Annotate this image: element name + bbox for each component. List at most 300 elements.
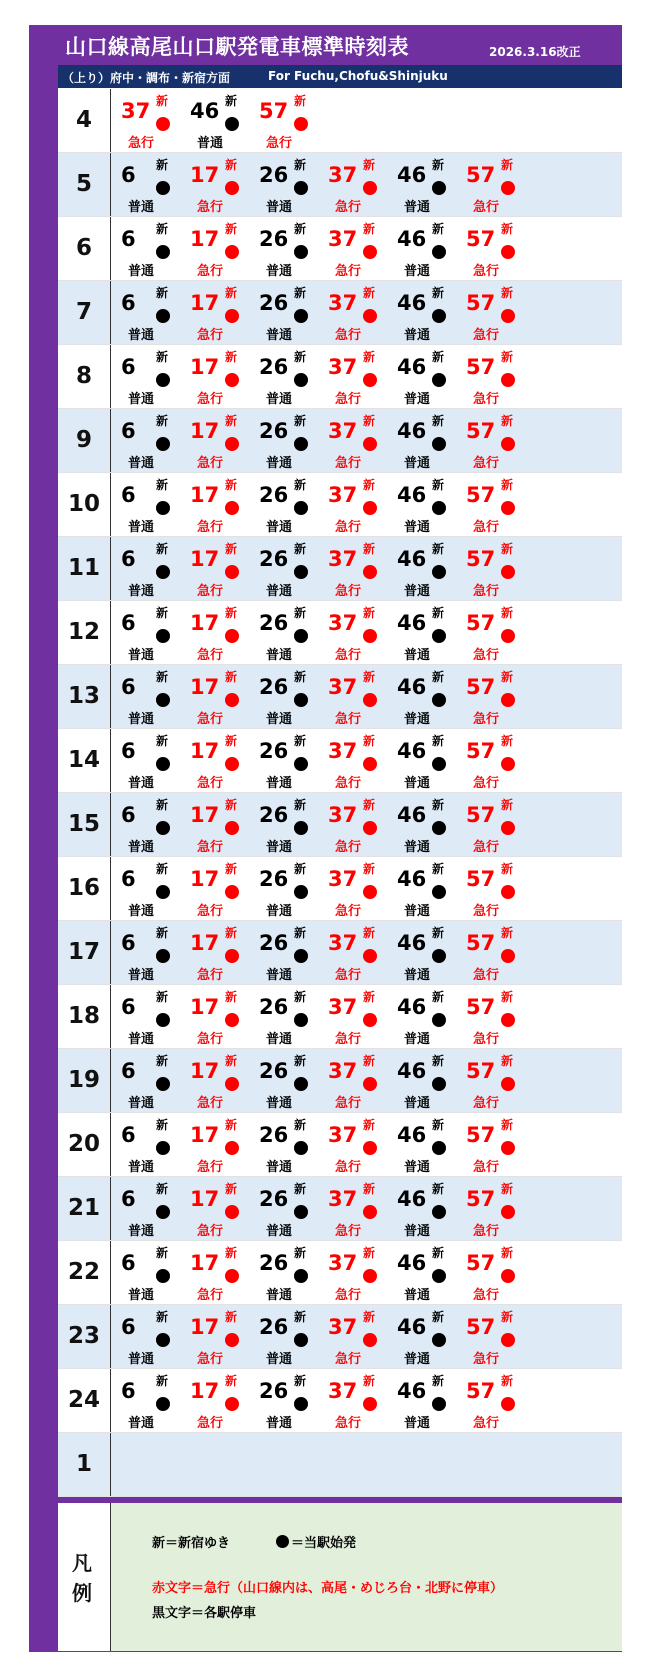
train-type: 普通 bbox=[266, 1288, 293, 1303]
shinjuku-mark: 新 bbox=[501, 414, 514, 428]
shinjuku-mark: 新 bbox=[363, 542, 376, 556]
train-type: 普通 bbox=[266, 264, 293, 279]
origin-dot-icon bbox=[501, 1269, 515, 1283]
revision-date: 2026.3.16改正 bbox=[489, 45, 581, 59]
shinjuku-mark: 新 bbox=[363, 1374, 376, 1388]
departures bbox=[111, 1113, 622, 1176]
hour-row bbox=[58, 665, 622, 729]
shinjuku-mark: 新 bbox=[225, 1118, 238, 1132]
departure-minute: 17 bbox=[190, 1379, 220, 1403]
departure-minute: 17 bbox=[190, 163, 220, 187]
departure-minute: 46 bbox=[397, 1059, 427, 1083]
departure-minute: 6 bbox=[121, 547, 136, 571]
departures bbox=[111, 89, 622, 152]
shinjuku-mark: 新 bbox=[501, 478, 514, 492]
departure-minute: 26 bbox=[259, 1315, 289, 1339]
origin-dot-icon bbox=[432, 949, 446, 963]
shinjuku-mark: 新 bbox=[156, 286, 169, 300]
train-type: 急行 bbox=[473, 1352, 500, 1367]
departure-minute: 57 bbox=[466, 931, 496, 955]
departure-minute: 46 bbox=[397, 803, 427, 827]
departure-express bbox=[180, 665, 252, 728]
train-type: 普通 bbox=[128, 840, 155, 855]
departure-express bbox=[456, 537, 528, 600]
origin-dot-icon bbox=[501, 565, 515, 579]
train-type: 普通 bbox=[404, 328, 431, 343]
origin-dot-icon bbox=[363, 565, 377, 579]
shinjuku-mark: 新 bbox=[225, 286, 238, 300]
train-type: 普通 bbox=[404, 1096, 431, 1111]
departure-minute: 37 bbox=[328, 483, 358, 507]
origin-dot-icon bbox=[156, 565, 170, 579]
origin-dot-icon bbox=[294, 245, 308, 259]
origin-dot-icon bbox=[225, 949, 239, 963]
train-type: 急行 bbox=[197, 520, 224, 535]
departure-express bbox=[180, 153, 252, 216]
origin-dot-icon bbox=[156, 309, 170, 323]
train-type: 急行 bbox=[335, 648, 362, 663]
origin-dot-icon bbox=[432, 693, 446, 707]
departure-local bbox=[249, 793, 321, 856]
origin-dot-icon bbox=[363, 1141, 377, 1155]
departure-express bbox=[318, 793, 390, 856]
origin-dot-icon bbox=[294, 1333, 308, 1347]
origin-dot-icon bbox=[156, 245, 170, 259]
departure-minute: 57 bbox=[466, 355, 496, 379]
train-type: 普通 bbox=[128, 392, 155, 407]
departure-express bbox=[180, 345, 252, 408]
departure-minute: 46 bbox=[397, 355, 427, 379]
departure-express bbox=[180, 793, 252, 856]
departure-minute: 17 bbox=[190, 1315, 220, 1339]
train-type: 急行 bbox=[473, 520, 500, 535]
departure-local bbox=[249, 729, 321, 792]
hour-row bbox=[58, 985, 622, 1049]
origin-dot-icon bbox=[432, 757, 446, 771]
hour-row bbox=[58, 793, 622, 857]
legend-dot-mark bbox=[276, 1532, 356, 1551]
legend-red-text: 赤文字＝急行（山口線内は、高尾・めじろ台・北野に停車） bbox=[152, 1581, 504, 1596]
departure-minute: 6 bbox=[121, 163, 136, 187]
departure-express bbox=[456, 473, 528, 536]
shinjuku-mark: 新 bbox=[225, 862, 238, 876]
departure-express bbox=[456, 217, 528, 280]
shinjuku-mark: 新 bbox=[156, 222, 169, 236]
departure-express bbox=[456, 921, 528, 984]
train-type: 急行 bbox=[473, 264, 500, 279]
train-type: 急行 bbox=[197, 1224, 224, 1239]
shinjuku-mark: 新 bbox=[156, 94, 169, 108]
departure-minute: 26 bbox=[259, 1187, 289, 1211]
train-type: 急行 bbox=[473, 392, 500, 407]
origin-dot-icon bbox=[294, 373, 308, 387]
departures bbox=[111, 665, 622, 728]
origin-dot-icon bbox=[294, 693, 308, 707]
shinjuku-mark: 新 bbox=[432, 542, 445, 556]
departure-express bbox=[180, 1241, 252, 1304]
hour-label: 4 bbox=[58, 89, 111, 152]
timetable-grid bbox=[58, 89, 622, 1497]
origin-dot-icon bbox=[501, 629, 515, 643]
legend-new-mark: 新＝新宿ゆき bbox=[152, 1536, 231, 1551]
departure-minute: 17 bbox=[190, 227, 220, 251]
shinjuku-mark: 新 bbox=[432, 286, 445, 300]
origin-dot-icon bbox=[432, 309, 446, 323]
legend bbox=[58, 1503, 622, 1651]
departure-minute: 17 bbox=[190, 1059, 220, 1083]
departure-local bbox=[111, 793, 183, 856]
train-type: 普通 bbox=[404, 264, 431, 279]
origin-dot-icon bbox=[363, 1077, 377, 1091]
departure-minute: 26 bbox=[259, 483, 289, 507]
hour-row bbox=[58, 345, 622, 409]
hour-row bbox=[58, 857, 622, 921]
departure-minute: 26 bbox=[259, 355, 289, 379]
shinjuku-mark: 新 bbox=[294, 350, 307, 364]
shinjuku-mark: 新 bbox=[363, 606, 376, 620]
departure-local bbox=[249, 345, 321, 408]
departure-local bbox=[387, 1049, 459, 1112]
train-type: 急行 bbox=[197, 1160, 224, 1175]
departure-minute: 37 bbox=[121, 99, 151, 123]
departure-local bbox=[111, 921, 183, 984]
train-type: 普通 bbox=[266, 392, 293, 407]
hour-label: 18 bbox=[58, 985, 111, 1048]
departure-minute: 46 bbox=[397, 163, 427, 187]
train-type: 急行 bbox=[473, 1032, 500, 1047]
shinjuku-mark: 新 bbox=[501, 734, 514, 748]
direction-header bbox=[58, 65, 622, 89]
hour-label: 7 bbox=[58, 281, 111, 344]
shinjuku-mark: 新 bbox=[225, 926, 238, 940]
shinjuku-mark: 新 bbox=[501, 1310, 514, 1324]
train-type: 急行 bbox=[197, 456, 224, 471]
train-type: 普通 bbox=[404, 1032, 431, 1047]
departure-express bbox=[180, 1177, 252, 1240]
shinjuku-mark: 新 bbox=[156, 1182, 169, 1196]
departure-minute: 37 bbox=[328, 1315, 358, 1339]
shinjuku-mark: 新 bbox=[156, 414, 169, 428]
shinjuku-mark: 新 bbox=[156, 1054, 169, 1068]
train-type: 急行 bbox=[473, 904, 500, 919]
origin-dot-icon bbox=[156, 1205, 170, 1219]
shinjuku-mark: 新 bbox=[501, 286, 514, 300]
departure-minute: 17 bbox=[190, 1187, 220, 1211]
train-type: 普通 bbox=[128, 968, 155, 983]
shinjuku-mark: 新 bbox=[294, 1374, 307, 1388]
train-type: 急行 bbox=[197, 712, 224, 727]
departure-minute: 57 bbox=[466, 739, 496, 763]
departure-minute: 57 bbox=[466, 1315, 496, 1339]
departure-minute: 26 bbox=[259, 163, 289, 187]
departure-local bbox=[387, 857, 459, 920]
origin-dot-icon bbox=[363, 885, 377, 899]
departure-express bbox=[318, 217, 390, 280]
departure-minute: 37 bbox=[328, 611, 358, 635]
departure-local bbox=[387, 345, 459, 408]
train-type: 急行 bbox=[335, 1416, 362, 1431]
departure-minute: 37 bbox=[328, 1123, 358, 1147]
shinjuku-mark: 新 bbox=[363, 222, 376, 236]
departure-local bbox=[387, 1305, 459, 1368]
train-type: 急行 bbox=[335, 584, 362, 599]
departure-express bbox=[456, 665, 528, 728]
origin-dot-icon bbox=[294, 757, 308, 771]
train-type: 普通 bbox=[128, 1096, 155, 1111]
hour-label: 24 bbox=[58, 1369, 111, 1432]
origin-dot-icon bbox=[363, 373, 377, 387]
shinjuku-mark: 新 bbox=[225, 158, 238, 172]
departure-local bbox=[111, 537, 183, 600]
train-type: 急行 bbox=[335, 456, 362, 471]
train-type: 普通 bbox=[128, 1160, 155, 1175]
departure-minute: 26 bbox=[259, 547, 289, 571]
departure-minute: 46 bbox=[397, 483, 427, 507]
shinjuku-mark: 新 bbox=[294, 734, 307, 748]
train-type: 急行 bbox=[128, 136, 155, 151]
hour-label: 8 bbox=[58, 345, 111, 408]
departure-minute: 17 bbox=[190, 483, 220, 507]
departure-local bbox=[249, 1049, 321, 1112]
train-type: 普通 bbox=[128, 712, 155, 727]
shinjuku-mark: 新 bbox=[432, 414, 445, 428]
departure-local bbox=[249, 1241, 321, 1304]
departure-local bbox=[387, 921, 459, 984]
train-type: 急行 bbox=[473, 840, 500, 855]
origin-dot-icon bbox=[225, 1397, 239, 1411]
origin-dot-icon bbox=[294, 1077, 308, 1091]
train-type: 急行 bbox=[197, 392, 224, 407]
departure-minute: 6 bbox=[121, 675, 136, 699]
origin-dot-icon bbox=[432, 181, 446, 195]
departure-local bbox=[111, 409, 183, 472]
departure-minute: 57 bbox=[466, 611, 496, 635]
shinjuku-mark: 新 bbox=[363, 1182, 376, 1196]
origin-dot-icon bbox=[501, 309, 515, 323]
departure-minute: 37 bbox=[328, 227, 358, 251]
origin-dot-icon bbox=[501, 885, 515, 899]
hour-row bbox=[58, 1433, 622, 1497]
origin-dot-icon bbox=[225, 117, 239, 131]
departure-minute: 46 bbox=[397, 547, 427, 571]
departure-minute: 17 bbox=[190, 675, 220, 699]
origin-dot-icon bbox=[225, 1141, 239, 1155]
train-type: 普通 bbox=[197, 136, 224, 151]
train-type: 急行 bbox=[335, 1352, 362, 1367]
departure-minute: 26 bbox=[259, 931, 289, 955]
train-type: 普通 bbox=[128, 1288, 155, 1303]
shinjuku-mark: 新 bbox=[294, 1054, 307, 1068]
legend-dot-text: ＝当駅始発 bbox=[291, 1536, 357, 1551]
departure-express bbox=[318, 409, 390, 472]
train-type: 急行 bbox=[335, 904, 362, 919]
departure-local bbox=[387, 729, 459, 792]
shinjuku-mark: 新 bbox=[156, 798, 169, 812]
train-type: 普通 bbox=[128, 1224, 155, 1239]
train-type: 普通 bbox=[128, 776, 155, 791]
train-type: 急行 bbox=[197, 200, 224, 215]
shinjuku-mark: 新 bbox=[156, 990, 169, 1004]
origin-dot-icon bbox=[294, 629, 308, 643]
train-type: 急行 bbox=[197, 776, 224, 791]
train-type: 普通 bbox=[266, 840, 293, 855]
shinjuku-mark: 新 bbox=[225, 734, 238, 748]
departure-minute: 26 bbox=[259, 739, 289, 763]
departure-minute: 6 bbox=[121, 419, 136, 443]
departure-minute: 46 bbox=[397, 1187, 427, 1211]
origin-dot-icon bbox=[363, 821, 377, 835]
hour-label: 21 bbox=[58, 1177, 111, 1240]
shinjuku-mark: 新 bbox=[156, 606, 169, 620]
origin-dot-icon bbox=[156, 693, 170, 707]
shinjuku-mark: 新 bbox=[363, 350, 376, 364]
departure-express bbox=[318, 537, 390, 600]
shinjuku-mark: 新 bbox=[225, 542, 238, 556]
origin-dot-icon bbox=[156, 1269, 170, 1283]
departure-local bbox=[387, 1113, 459, 1176]
train-type: 急行 bbox=[335, 776, 362, 791]
train-type: 普通 bbox=[404, 968, 431, 983]
departure-express bbox=[456, 1305, 528, 1368]
hour-row bbox=[58, 153, 622, 217]
shinjuku-mark: 新 bbox=[225, 798, 238, 812]
origin-dot-icon bbox=[432, 1205, 446, 1219]
departure-express bbox=[180, 729, 252, 792]
origin-dot-icon bbox=[432, 1397, 446, 1411]
departure-minute: 46 bbox=[397, 291, 427, 315]
departures bbox=[111, 409, 622, 472]
shinjuku-mark: 新 bbox=[294, 94, 307, 108]
departure-minute: 57 bbox=[466, 1187, 496, 1211]
train-type: 急行 bbox=[473, 456, 500, 471]
shinjuku-mark: 新 bbox=[156, 1310, 169, 1324]
train-type: 急行 bbox=[335, 520, 362, 535]
departure-minute: 26 bbox=[259, 995, 289, 1019]
page-title: 山口線高尾山口駅発電車標準時刻表 bbox=[65, 35, 409, 59]
shinjuku-mark: 新 bbox=[225, 1374, 238, 1388]
origin-dot-icon bbox=[294, 309, 308, 323]
departure-express bbox=[180, 1049, 252, 1112]
departure-local bbox=[111, 281, 183, 344]
departure-express bbox=[318, 1049, 390, 1112]
departure-minute: 6 bbox=[121, 803, 136, 827]
hour-label: 5 bbox=[58, 153, 111, 216]
shinjuku-mark: 新 bbox=[225, 350, 238, 364]
origin-dot-icon bbox=[501, 821, 515, 835]
train-type: 普通 bbox=[266, 1032, 293, 1047]
train-type: 普通 bbox=[404, 648, 431, 663]
departure-local bbox=[249, 1369, 321, 1432]
origin-dot-icon bbox=[225, 437, 239, 451]
train-type: 急行 bbox=[335, 968, 362, 983]
shinjuku-mark: 新 bbox=[501, 926, 514, 940]
train-type: 普通 bbox=[266, 1096, 293, 1111]
departures bbox=[111, 1177, 622, 1240]
departure-minute: 57 bbox=[466, 419, 496, 443]
origin-dot-icon bbox=[432, 1141, 446, 1155]
departure-local bbox=[111, 857, 183, 920]
departures bbox=[111, 1305, 622, 1368]
departure-express bbox=[456, 1049, 528, 1112]
shinjuku-mark: 新 bbox=[294, 286, 307, 300]
origin-dot-icon bbox=[225, 373, 239, 387]
departure-minute: 26 bbox=[259, 803, 289, 827]
departure-express bbox=[180, 1369, 252, 1432]
departure-minute: 6 bbox=[121, 355, 136, 379]
train-type: 急行 bbox=[473, 1224, 500, 1239]
departures bbox=[111, 1369, 622, 1432]
train-type: 普通 bbox=[128, 200, 155, 215]
shinjuku-mark: 新 bbox=[363, 734, 376, 748]
departure-minute: 17 bbox=[190, 931, 220, 955]
shinjuku-mark: 新 bbox=[156, 734, 169, 748]
shinjuku-mark: 新 bbox=[432, 862, 445, 876]
shinjuku-mark: 新 bbox=[363, 798, 376, 812]
departure-local bbox=[387, 217, 459, 280]
origin-dot-icon bbox=[294, 501, 308, 515]
shinjuku-mark: 新 bbox=[156, 478, 169, 492]
shinjuku-mark: 新 bbox=[363, 158, 376, 172]
departure-express bbox=[456, 985, 528, 1048]
train-type: 急行 bbox=[473, 648, 500, 663]
departure-minute: 57 bbox=[466, 803, 496, 827]
departure-local bbox=[249, 857, 321, 920]
origin-dot-icon bbox=[432, 437, 446, 451]
hour-label: 17 bbox=[58, 921, 111, 984]
hour-row bbox=[58, 537, 622, 601]
departure-minute: 57 bbox=[466, 227, 496, 251]
shinjuku-mark: 新 bbox=[363, 286, 376, 300]
train-type: 急行 bbox=[473, 1160, 500, 1175]
departure-minute: 46 bbox=[397, 675, 427, 699]
origin-dot-icon bbox=[363, 949, 377, 963]
origin-dot-icon bbox=[156, 1013, 170, 1027]
shinjuku-mark: 新 bbox=[501, 542, 514, 556]
departure-minute: 37 bbox=[328, 931, 358, 955]
train-type: 普通 bbox=[266, 776, 293, 791]
origin-dot-icon bbox=[294, 949, 308, 963]
departure-minute: 26 bbox=[259, 611, 289, 635]
departure-minute: 17 bbox=[190, 803, 220, 827]
train-type: 急行 bbox=[335, 1160, 362, 1175]
departure-express bbox=[111, 89, 183, 152]
departure-minute: 57 bbox=[466, 1379, 496, 1403]
departure-minute: 6 bbox=[121, 1315, 136, 1339]
shinjuku-mark: 新 bbox=[432, 926, 445, 940]
hour-row bbox=[58, 1305, 622, 1369]
origin-dot-icon bbox=[432, 245, 446, 259]
departure-minute: 57 bbox=[466, 1123, 496, 1147]
departure-local bbox=[249, 537, 321, 600]
departure-express bbox=[456, 857, 528, 920]
train-type: 急行 bbox=[335, 1096, 362, 1111]
origin-dot-icon bbox=[294, 821, 308, 835]
origin-dot-icon bbox=[363, 1205, 377, 1219]
origin-dot-icon bbox=[363, 1269, 377, 1283]
origin-dot-icon bbox=[432, 629, 446, 643]
departure-minute: 46 bbox=[397, 1379, 427, 1403]
train-type: 急行 bbox=[473, 200, 500, 215]
train-type: 急行 bbox=[266, 136, 293, 151]
shinjuku-mark: 新 bbox=[294, 926, 307, 940]
departure-express bbox=[180, 1305, 252, 1368]
legend-heading-char-1: 凡 bbox=[72, 1551, 92, 1575]
departure-express bbox=[456, 409, 528, 472]
departure-minute: 57 bbox=[466, 995, 496, 1019]
departure-express bbox=[318, 1241, 390, 1304]
train-type: 急行 bbox=[197, 1288, 224, 1303]
origin-dot-icon bbox=[432, 565, 446, 579]
